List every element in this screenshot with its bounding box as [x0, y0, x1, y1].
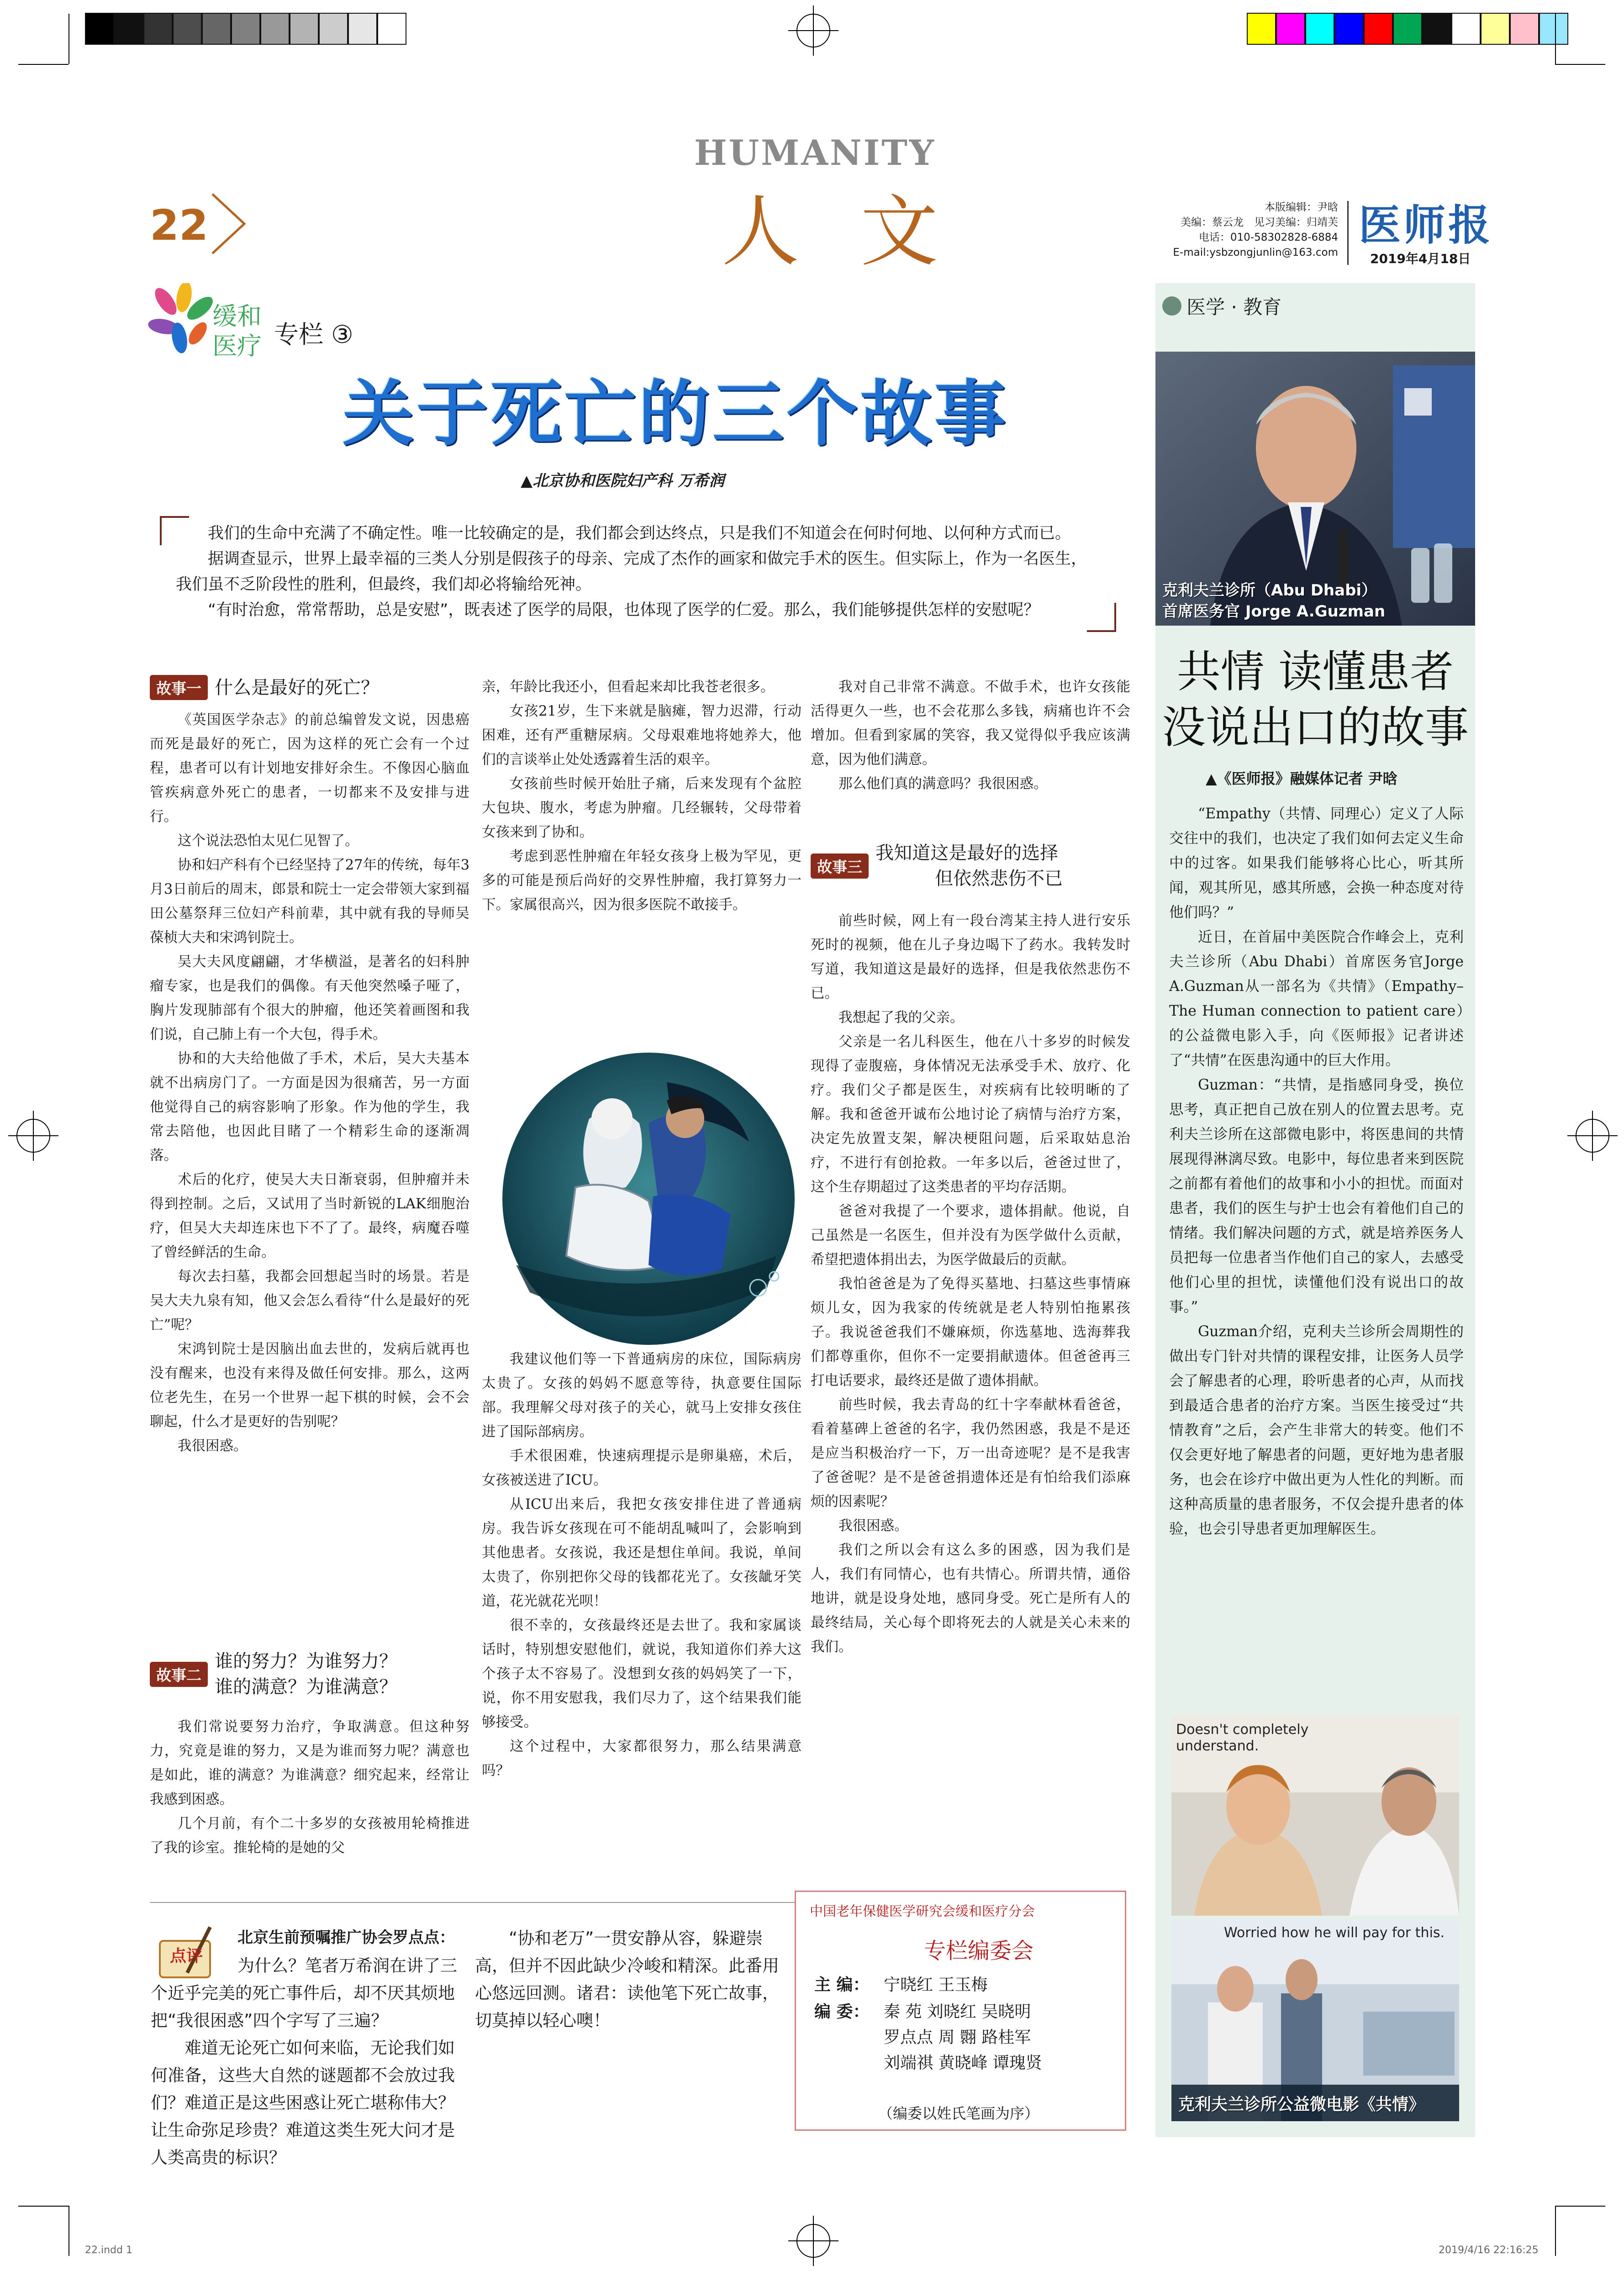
board-org: 中国老年保健医学研究会缓和医疗分会 — [810, 1903, 1035, 1919]
registration-target-bottom — [796, 2224, 830, 2258]
board-chief-row — [814, 1972, 987, 1995]
board-members-label: 编 委： — [814, 2002, 870, 2021]
body-paragraph: 那么他们真的满意吗？我很困惑。 — [838, 776, 1048, 792]
body-paragraph: 这个过程中，大家都很努力，那么结果满意吗？ — [482, 1739, 801, 1779]
intro-paragraph: 据调查显示，世界上最幸福的三类人分别是假孩子的母亲、完成了杰作的画家和做完手术的医生。但实际上，作为一名医生，我们虽不乏阶段性的胜利，但最终，我们却必将输给死神。 — [176, 550, 1087, 594]
sidebar-body — [1169, 801, 1464, 1541]
intro-paragraph: 我们的生命中充满了不确定性。唯一比较确定的是，我们都会到达终点，只是我们不知道会在何时何地、以何种方式而已。 — [208, 524, 1071, 543]
sidebar-paragraph: Guzman：“共情，是指感同身受，换位思考，真正把自己放在别人的位置去思考。克利夫兰诊所在这部微电影中，将医患间的共情展现得淋漓尽致。电影中，每位患者来到医院之前都有着他们的故事和小小的担忧。而面对患者，我们的医生与护士也会有着他们自己的情绪。我们解决问题的方式，就是培养医务人员把每一位患者当作他们自己的家人，去感受他们心里的担忧，读懂他们没有说出口的故事。” — [1169, 1077, 1464, 1315]
globe-icon — [1162, 296, 1181, 316]
body-paragraph: 父亲是一名儿科医生，他在八十多岁的时候发现得了壶腹癌，身体情况无法承受手术、放疗、化疗。我们父子都是医生，对疾病有比较明晰的了解。我和爸爸开诚布公地讨论了病情与治疗方案，决定先放置支架，解决梗阻问题，后采取姑息治疗，不进行有创抢救。一年多以后，爸爸过世了，这个生存期超过了这类患者的平均存活期。 — [811, 1034, 1130, 1195]
board-chief-names: 宁晓红 王玉梅 — [884, 1976, 988, 1994]
story2-title-line1: 谁的努力？为谁努力？ — [215, 1651, 398, 1672]
sidebar-paragraph: “Empathy（共情、同理心）定义了人际交往中的我们，也决定了我们如何去定义生命中的过客。如果我们能够将心比心，听其所闻，观其所见，感其所感，会换一种态度对待他们吗？” — [1169, 806, 1464, 921]
comment-author: 北京生前预嘱推广协会罗点点： — [237, 1929, 455, 1947]
board-members-row-2: 罗点点 周 翾 路桂军 — [884, 2028, 1031, 2047]
photo-caption-line2: 首席医务官 Jorge A.Guzman — [1162, 602, 1386, 621]
story3-title-line1: 我知道这是最好的选择 — [875, 843, 1059, 864]
board-members-row — [814, 1999, 1042, 2076]
sidebar-headline-line1: 共情 读懂患者 — [1176, 646, 1454, 697]
story1-title: 什么是最好的死亡？ — [215, 677, 380, 698]
registration-target-top — [796, 14, 830, 47]
body-paragraph: 我们常说要努力治疗，争取满意。但这种努力，究竟是谁的努力，又是为谁而努力呢？满意也是如此，谁的满意？为谁满意？细究起来，经常让我感到困惑。 — [150, 1719, 469, 1807]
registration-target-left — [16, 1119, 50, 1153]
editor-info — [1160, 200, 1338, 260]
sidebar-headline-line2: 没说出口的故事 — [1162, 702, 1469, 753]
body-paragraph: 女孩21岁，生下来就是脑瘫，智力迟滞，行动困难，还有严重糖尿病。父母艰难地将她养大，他们的言谈举止处处透露着生活的艰辛。 — [482, 703, 801, 768]
editor-line: 本版编辑：尹晗 — [1265, 201, 1338, 213]
comment-paragraph: 难道无论死亡如何来临，无论我们如何准备，这些大自然的谜题都不会放过我们？难道正是这些困惑让死亡堪称伟大？让生命弥足珍贵？难道这类生死大问才是人类高贵的标识？ — [151, 2038, 455, 2167]
crop-mark — [1555, 2206, 1556, 2256]
story1-tag: 故事一 — [150, 675, 208, 700]
body-paragraph: 前些时候，网上有一段台湾某主持人进行安乐死时的视频，他在儿子身边喝下了药水。我转发时写道，我知道这是最好的选择，但是我依然悲伤不已。 — [811, 913, 1130, 1001]
body-paragraph: 很不幸的，女孩最终还是去世了。我和家属谈话时，特别想安慰他们，就说，我知道你们养大这个孩子太不容易了。没想到女孩的妈妈笑了一下，说，你不用安慰我，我们尽力了，这个结果我们能够接受。 — [482, 1618, 801, 1730]
column-logo-line2: 医疗 — [212, 332, 262, 360]
film-still-2 — [1171, 1920, 1459, 2121]
sidebar-tag-label: 医学 · 教育 — [1186, 296, 1282, 318]
column-1-story2-text — [150, 1715, 469, 1860]
body-paragraph: 几个月前，有个二十多岁的女孩被用轮椅推进了我的诊室。推轮椅的是她的父 — [150, 1816, 469, 1856]
comment-text-right — [475, 1925, 795, 2034]
film-still-1-text-line1: Doesn't completely — [1176, 1722, 1309, 1738]
column-label: 专栏 ③ — [274, 320, 353, 349]
body-paragraph: 协和妇产科有个已经坚持了27年的传统，每年3月3日前后的周末，郎景和院士一定会带领大家到福田公墓祭拜三位妇产科前辈，其中就有我的导师吴葆桢大夫和宋鸿钊院士。 — [150, 857, 469, 946]
board-members-row-3: 刘端祺 黄晓峰 谭瑰贤 — [884, 2054, 1042, 2072]
body-paragraph: 考虑到恶性肿瘤在年轻女孩身上极为罕见，更多的可能是预后尚好的交界性肿瘤，我打算努力一下。家属很高兴，因为很多医院不敢接手。 — [482, 848, 801, 913]
column-3-text — [811, 909, 1130, 1659]
sidebar-byline: ▲《医师报》融媒体记者 尹晗 — [1206, 770, 1397, 787]
comment-divider — [150, 1902, 803, 1903]
story3-tag: 故事三 — [811, 854, 869, 879]
column-1-text — [150, 708, 469, 1458]
editor-line: 美编：蔡云龙 见习美编：归靖芙 — [1181, 216, 1338, 228]
masthead-divider — [1347, 201, 1349, 265]
masthead-logo: 医师报 — [1359, 200, 1493, 250]
editorial-board-box — [795, 1891, 1126, 2131]
column-2-bottom-text — [482, 1347, 801, 1783]
body-paragraph: 每次去扫墓，我都会回想起当时的场景。若是吴大夫九泉有知，他又会怎么看待“什么是最好的死亡”呢？ — [150, 1269, 469, 1333]
sidebar-paragraph: 近日，在首届中美医院合作峰会上，克利夫兰诊所（Abu Dhabi）首席医务官Jorge A.Guzman从一部名为《共情》（Empathy–The Human connection to patient care）的公益微电影入手，向《医师报》记者讲述了“共情”在医患沟通中的巨大作用。 — [1169, 929, 1464, 1069]
issue-date: 2019年4月18日 — [1370, 251, 1471, 266]
column-2-top-text — [482, 675, 801, 917]
page-number: 22 — [150, 201, 209, 250]
body-paragraph: 术后的化疗，使吴大夫日渐衰弱，但肿瘤并未得到控制。之后，又试用了当时新锐的LAK细胞治疗，但吴大夫却连床也下不了了。最终，病魔吞噬了曾经鲜活的生命。 — [150, 1172, 469, 1260]
column-3-top-text — [811, 675, 1130, 796]
comment-text-left — [151, 1952, 461, 2171]
body-paragraph: 宋鸿钊院士是因脑出血去世的，发病后就再也没有醒来，也没有来得及做任何安排。那么，这两位老先生，在另一个世界一起下棋的时候，会不会聊起，什么才是更好的告别呢？ — [150, 1341, 469, 1430]
film-still-2-text: Worried how he will pay for this. — [1224, 1925, 1445, 1941]
article-intro — [176, 521, 1098, 623]
registration-bar-gray — [85, 13, 406, 45]
body-paragraph: 我很困惑。 — [838, 1518, 908, 1534]
body-paragraph: 我很困惑。 — [178, 1438, 248, 1454]
film-still-1-text-line2: understand. — [1176, 1738, 1259, 1754]
article-byline: ▲北京协和医院妇产科 万希润 — [521, 472, 724, 490]
footer-timestamp: 2019/4/16 22:16:25 — [1439, 2245, 1539, 2256]
story3-title-line2: 但依然悲伤不已 — [935, 868, 1063, 889]
sidebar-paragraph: Guzman介绍，克利夫兰诊所会周期性的做出专门针对共情的课程安排，让医务人员学会了解患者的心理，聆听患者的心声，从而找到最适合患者的治疗方案。当医生接受过“共情教育”之后，会产生非常大的转变。他们不仅会更好地了解患者的问题，更好地为患者服务，也会在诊疗中做出更为人性化的判断。而这种高质量的患者服务，不仅会提升患者的体验，也会引导患者更加理解医生。 — [1169, 1323, 1464, 1537]
story2-heading — [150, 1649, 469, 1700]
page-chevron-icon — [208, 192, 249, 256]
body-paragraph: 手术很困难，快速病理提示是卵巢癌，术后，女孩被送进了ICU。 — [482, 1448, 801, 1488]
body-paragraph: 《英国医学杂志》的前总编曾发文说，因患癌而死是最好的死亡，因为这样的死亡会有一个过程，患者可以有计划地安排好余生。不像因心脑血管疾病意外死亡的患者，一切都来不及安排与进行。 — [150, 712, 469, 825]
body-paragraph: 女孩前些时候开始肚子痛，后来发现有个盆腔大包块、腹水，考虑为肿瘤。几经辗转，父母带着女孩来到了协和。 — [482, 776, 801, 840]
crop-mark — [18, 2206, 69, 2207]
body-paragraph: 吴大夫风度翩翩，才华横溢，是著名的妇科肿瘤专家，也是我们的偶像。有天他突然嗓子哑了，胸片发现肺部有个很大的肿瘤，他还笑着画图和我们说，自己肺上有一个大包，得手术。 — [150, 954, 469, 1043]
board-title: 专栏编委会 — [924, 1938, 1034, 1964]
column-logo-line1: 缓和 — [212, 302, 262, 331]
film-still-1-text — [1176, 1722, 1308, 1755]
body-paragraph: 从ICU出来后，我把女孩安排住进了普通病房。我告诉女孩现在可不能胡乱喊叫了，会影响到其他患者。女孩说，我还是想住单间。我说，单间太贵了，你别把你父母的钱都花光了。女孩龇牙笑道，花光就花光呗！ — [482, 1496, 801, 1609]
body-paragraph: 我想起了我的父亲。 — [838, 1010, 964, 1026]
crop-mark — [18, 64, 69, 65]
sidebar-headline — [1155, 644, 1475, 755]
footer-file-label: 22.indd 1 — [85, 2245, 132, 2256]
registration-target-right — [1576, 1119, 1609, 1153]
photo-caption — [1162, 580, 1385, 622]
sidebar-tag — [1162, 292, 1281, 320]
body-paragraph: 前些时候，我去青岛的红十字奉献林看爸爸，看着墓碑上爸爸的名字，我仍然困惑，我是不是还是应当积极治疗一下，万一出奇迹呢？是不是我害了爸爸呢？是不是爸爸捐遗体还是有怕给我们添麻烦的因素呢？ — [811, 1397, 1130, 1510]
registration-bar-color — [1247, 13, 1568, 45]
comment-paragraph: 为什么？笔者万希润在讲了三个近乎完美的死亡事件后，却不厌其烦地把“我很困惑”四个字写了三遍？ — [151, 1956, 457, 2030]
board-note: （编委以姓氏笔画为序） — [878, 2105, 1039, 2122]
body-paragraph: 亲，年龄比我还小，但看起来却比我苍老很多。 — [482, 679, 775, 695]
body-paragraph: 我建议他们等一下普通病房的床位，国际病房太贵了。女孩的妈妈不愿意等待，执意要住国际部。我理解父母对孩子的关心，就马上安排女孩住进了国际部病房。 — [482, 1351, 801, 1440]
body-paragraph: 我们之所以会有这么多的困惑，因为我们是人，我们有同情心，也有共情心。所谓共情，通俗地讲，就是设身处地，感同身受。死亡是所有人的最终结局，关心每个即将死去的人就是关心未来的我们。 — [811, 1542, 1130, 1655]
story2-title-line2: 谁的满意？为谁满意？ — [215, 1676, 398, 1697]
crop-mark — [1555, 14, 1556, 64]
photo-caption-line1: 克利夫兰诊所（Abu Dhabi） — [1162, 581, 1377, 600]
editor-line: E-mail:ysbzongjunlin@163.com — [1173, 247, 1338, 258]
board-members-row-1: 秦 苑 刘晓红 吴晓明 — [884, 2002, 1031, 2021]
section-title-cn: 人 文 — [722, 187, 957, 277]
body-paragraph: 我怕爸爸是为了免得买墓地、扫墓这些事情麻烦儿女，因为我家的传统就是老人特别怕拖累孩子。我说爸爸我们不嫌麻烦，你选墓地、选海葬我们都尊重你，但你不一定要捐献遗体。但爸爸再三打电话要求，最终还是做了遗体捐献。 — [811, 1276, 1130, 1389]
comment-paragraph: “协和老万”一贯安静从容，躲避崇高，但并不因此缺少冷峻和精深。此番用心悠远回测。诸君：读他笔下死亡故事，切莫掉以轻心噢！ — [475, 1929, 779, 2030]
board-chief-label: 主 编： — [814, 1976, 870, 1994]
editor-line: 电话：010-58302828-6884 — [1198, 232, 1338, 243]
body-paragraph: 这个说法恐怕太见仁见智了。 — [178, 833, 359, 849]
article-headline: 关于死亡的三个故事 — [343, 372, 1008, 455]
crop-mark — [1555, 2206, 1605, 2207]
body-paragraph: 爸爸对我提了一个要求，遗体捐献。他说，自己虽然是一名医生，但并没有为医学做什么贡献，希望把遗体捐出去，为医学做最后的贡献。 — [811, 1203, 1130, 1268]
story2-tag: 故事二 — [150, 1662, 208, 1687]
film-still-caption: 克利夫兰诊所公益微电影《共情》 — [1178, 2095, 1425, 2114]
story3-heading — [811, 840, 1130, 891]
comment-badge: 点评 — [170, 1947, 203, 1965]
palliative-care-leaf-icon — [145, 283, 218, 361]
body-paragraph: 我对自己非常不满意。不做手术，也许女孩能活得更久一些，也不会花那么多钱，病痛也许不会增加。但看到家属的笑容，我又觉得似乎我应该满意，因为他们满意。 — [811, 679, 1130, 768]
section-title-en: HUMANITY — [694, 132, 936, 173]
intro-paragraph: “有时治愈，常常帮助，总是安慰”，既表述了医学的局限，也体现了医学的仁爱。那么，我们能够提供怎样的安慰呢？ — [208, 601, 1040, 619]
story1-heading — [150, 675, 379, 701]
illustration-circle — [475, 1050, 822, 1347]
body-paragraph: 协和的大夫给他做了手术，术后，吴大夫基本就不出病房门了。一方面是因为很痛苦，另一方面他觉得自己的病容影响了形象。作为他的学生，我常去陪他，也因此目睹了一个精彩生命的逐渐凋落。 — [150, 1051, 469, 1164]
crop-mark — [1555, 64, 1605, 65]
